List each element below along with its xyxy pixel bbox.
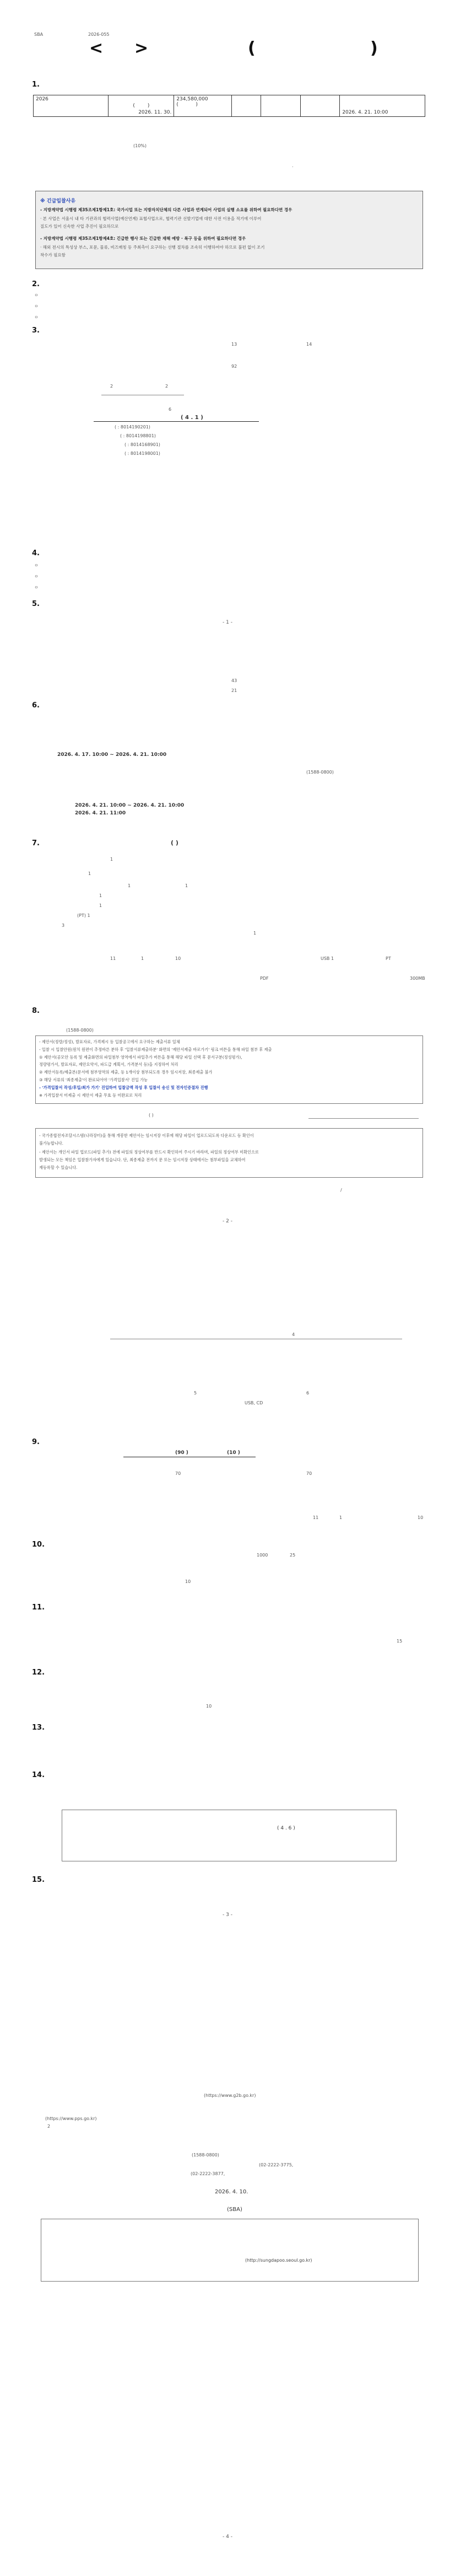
sec7-num-3: 1 xyxy=(128,883,131,888)
sec8b-num-6: 6 xyxy=(306,1391,310,1396)
overview-paren-open: ( xyxy=(133,103,135,109)
warning-line-5: 재등록할 수 있습니다. xyxy=(39,1165,78,1170)
section-15-number: 15. xyxy=(32,1876,45,1884)
sec3-num-4: 2 xyxy=(110,384,113,389)
contact-phone-2: (02-2222-3775, xyxy=(259,2162,294,2167)
submission-line-5: ② 제안서등록/제출본(문서에 첨부영역의 제출, 등 1개이상 첨부되도록 경우 임시저장, 최종제출 불가 xyxy=(39,1070,213,1075)
submission-line-4: 정량평가서, 발표자료, 제안요약서, 파도급 계획서, 가격분서 등)을 지정하여 처리 xyxy=(39,1062,178,1067)
dot-marker: . xyxy=(292,163,294,168)
sec6-num-2: 21 xyxy=(231,688,237,693)
sec8-slash: / xyxy=(340,1188,342,1193)
sec7-pdf: PDF xyxy=(260,976,269,981)
sec9-highlight-2: (10 ) xyxy=(227,1450,240,1456)
submission-line-1: - 제안서(정량/정성), 발표자료, 가격제시 등 입찰공고에서 요구하는 제출서류 일체 xyxy=(39,1039,180,1044)
warning-box xyxy=(35,1128,423,1178)
sec7-size: 300MB xyxy=(410,976,425,981)
sec7-num-2: 1 xyxy=(88,871,91,876)
sec7-pt: (PT) 1 xyxy=(77,913,90,918)
sec3-code-2: ( : 8014198801) xyxy=(120,433,156,438)
sec7-usb: USB 1 xyxy=(321,956,334,961)
overview-amount-paren-close: ) xyxy=(196,102,198,108)
contact-num-2: 2 xyxy=(47,2124,51,2129)
contact-box xyxy=(41,2219,419,2282)
section-4-number: 4. xyxy=(32,549,40,557)
sec6-phone: (1588-0800) xyxy=(306,770,334,775)
sec10-num-3: 10 xyxy=(185,1579,191,1584)
agency-label: SBA xyxy=(34,32,44,37)
section-12-number: 12. xyxy=(32,1668,45,1677)
submission-line-7: - '가격입찰서 작성/후입/최가 가기' 진입하여 입찰금액 작성 후 입찰서 송신 및 전자인증절차 진행 xyxy=(39,1085,208,1090)
overview-empty-cell-2 xyxy=(261,95,300,117)
sec8b-num-5: 5 xyxy=(194,1391,197,1396)
sec9-num-1: 70 xyxy=(175,1471,181,1476)
overview-start-date: 2026. 11. 30. xyxy=(138,110,172,115)
notice-line-6: 착수가 필요함 xyxy=(40,253,66,257)
section-14-box xyxy=(62,1810,397,1861)
sec3-code-3: ( : 8014168901) xyxy=(124,442,160,447)
submission-line-3: ① 제안서(공모안 등록 및 제출화면의 파일첨부 영역에서 파일추가 버튼을 통해 해당 파일 선택 후 문서구분(정성평가), xyxy=(39,1055,242,1060)
sec7-num-6: 1 xyxy=(99,903,102,908)
page-number-2: - 2 - xyxy=(223,1219,232,1224)
section-14-box-text: ( 4 . 6 ) xyxy=(277,1826,295,1831)
submission-line-2: - 입찰 시 입찰안원(원치 원편이 추정바른 분하 후 '입찰서류제출하분' 화면의 '제안서제출 바로가기' 링크 버튼을 통해 파일 첨부 후 제출 xyxy=(39,1047,272,1052)
sec2-bullets: ㅇ ㅇ ㅇ xyxy=(34,293,39,320)
overview-deadline-cell xyxy=(340,95,425,117)
sec7-num-5: 1 xyxy=(99,893,102,898)
sec10-num-2: 25 xyxy=(290,1553,296,1558)
contact-url[interactable]: (http://sungdapoo.seoul.go.kr) xyxy=(245,2258,312,2263)
sec7-num-4: 1 xyxy=(185,883,188,888)
overview-year: 2026 xyxy=(36,96,48,102)
section-7-number: 7. xyxy=(32,839,40,847)
sec3-code-title: ( 4 . 1 ) xyxy=(181,415,203,421)
sec6-num-1: 43 xyxy=(231,678,237,683)
section-3-number: 3. xyxy=(32,326,40,335)
title-paren-left: ( xyxy=(248,39,256,58)
overview-percent-note: (10%) xyxy=(133,143,147,148)
sec6-schedule-2: 2026. 4. 21. 10:00 ~ 2026. 4. 21. 10:00 xyxy=(75,803,185,808)
contact-phone-1: (1588-0800) xyxy=(192,2153,219,2158)
sec3-num-6: 6 xyxy=(169,407,172,412)
sec11-num: 15 xyxy=(397,1639,403,1644)
sec9-num-2: 70 xyxy=(306,1471,312,1476)
title-bracket-right: > xyxy=(134,39,149,58)
notice-date: 2026. 4. 10. xyxy=(215,2189,248,2195)
warning-line-2: 불가능합니다. xyxy=(39,1141,63,1146)
sec7-num-10: 1 xyxy=(141,956,144,961)
section-10-number: 10. xyxy=(32,1541,45,1549)
sec9-num-3: 11 xyxy=(313,1515,319,1520)
sec3-num-5: 2 xyxy=(165,384,169,389)
section-1-number: 1. xyxy=(32,80,40,89)
sec7-num-9: 11 xyxy=(110,956,116,961)
sec4-bullets: ㅇ ㅇ ㅇ xyxy=(34,563,39,590)
sec8-phone: (1588-0800) xyxy=(66,1028,94,1033)
section-5-number: 5. xyxy=(32,600,40,608)
page-number-4: - 4 - xyxy=(223,2534,232,2540)
warning-line-3: - 제안서는 개인서 파일 업로드(파일 추가) 전에 파일의 정상여부를 반드시 확인하여 주시기 바라며, 파일의 정상여부 미확인으로 xyxy=(39,1150,259,1155)
sec3-code-4: ( : 8014198001) xyxy=(124,451,160,456)
section-2-number: 2. xyxy=(32,280,40,288)
sec7-heading-paren: ( ) xyxy=(171,839,178,846)
title-bracket-left: < xyxy=(89,39,104,58)
submission-line-8: ※ 가격입찰서 미제출 시 제안서 제출 무효 등 미완료로 처리 xyxy=(39,1093,142,1098)
section-11-number: 11. xyxy=(32,1603,45,1612)
sec6-schedule-1: 2026. 4. 17. 10:00 ~ 2026. 4. 21. 10:00 xyxy=(57,752,167,758)
sec7-num-11: 10 xyxy=(175,956,181,961)
sec3-code-1: ( : 8014190201) xyxy=(115,425,150,430)
notice-title: ※ 긴급입찰사유 xyxy=(40,198,76,204)
sec9-num-5: 10 xyxy=(418,1515,424,1520)
overview-empty-cell-3 xyxy=(300,95,339,117)
notice-line-1: - 지방계약법 시행령 제35조제1항제1호: 국가시업 또는 지방자치단체의 다른 사업과 연계되어 사업의 실행 소요를 위하여 필요하다면 경우 xyxy=(40,207,292,212)
overview-amount: 234,580,000 xyxy=(176,96,208,102)
page-number-3: - 3 - xyxy=(223,1912,232,1918)
overview-empty-cell-1 xyxy=(231,95,261,117)
submission-line-6: ③ 해당 서류의 '최종제출'이 완료되어야 '가격입찰서' 진입 가능 xyxy=(39,1077,148,1082)
sec3-num-3: 92 xyxy=(231,364,237,369)
sec7-num-1: 1 xyxy=(110,857,113,862)
sec8-paren: ( ) xyxy=(149,1113,154,1118)
sec6-schedule-3: 2026. 4. 21. 11:00 xyxy=(75,811,126,816)
section-14-number: 14. xyxy=(32,1771,45,1779)
overview-period-cell xyxy=(109,95,174,117)
overview-amount-cell xyxy=(174,95,231,117)
sec3-num-1: 13 xyxy=(231,342,237,347)
sec7-pt2: PT xyxy=(386,956,391,961)
notice-line-5: · 해외 전시의 특성상 부스, 포문, 물류, 비즈매칭 등 주최측이 요구하는 선행 절차를 조속히 이행하여야 하므로 불편 없이 조기 xyxy=(40,245,265,250)
notice-line-4: - 지방계약법 시행령 제35조제1항제4호: 긴급한 행사 또는 긴급한 재해 예방 · 복구 등을 위하여 필요하다면 경우 xyxy=(40,236,246,241)
page-number-1: - 1 - xyxy=(223,620,232,625)
notice-line-2: · 본 사업은 서울시 내 타 기관과의 협력사업(예산연계) 표협사업으로, 협력기관 선발기업에 대한 사전 이용을 적기에 이루어 xyxy=(40,216,262,221)
sec3-code-underline xyxy=(94,421,259,422)
sec12-num: 10 xyxy=(206,1704,212,1709)
sec9-highlight-1: (90 ) xyxy=(175,1450,188,1456)
submission-guide-box xyxy=(35,1035,423,1104)
title-paren-right: ) xyxy=(370,39,378,58)
sec8b-usbcd: USB, CD xyxy=(245,1400,263,1405)
document-number: 2026-055 xyxy=(88,32,110,37)
overview-amount-paren-open: ( xyxy=(176,102,178,108)
overview-deadline: 2026. 4. 21. 10:00 xyxy=(342,110,388,115)
section-9-number: 9. xyxy=(32,1438,40,1446)
sec8-underline xyxy=(308,1118,419,1119)
sec8b-num: 4 xyxy=(292,1332,295,1337)
contact-phone-3: (02-2222-3877, xyxy=(191,2171,225,2176)
overview-table xyxy=(33,95,425,117)
sec7-num-7: 3 xyxy=(62,923,65,928)
sec10-num-1: 1000 xyxy=(257,1553,268,1558)
pps-link[interactable]: (https://www.pps.go.kr) xyxy=(45,2116,97,2121)
warning-line-1: - 국가종합전자조달시스템(나라장터)을 통해 개봉한 제안서는 임시저장 이후에 해당 파일이 업로드되도록 다운로드 등 확인이 xyxy=(39,1133,254,1138)
sec9-num-4: 1 xyxy=(339,1515,343,1520)
section-13-number: 13. xyxy=(32,1724,45,1732)
section-8-number: 8. xyxy=(32,1007,40,1015)
sec3-num-2: 14 xyxy=(306,342,312,347)
warning-line-4: 발생되는 모든 책임은 입찰참가자에게 있습니다. 단, 최종제출 전까지 문 또는 임시저장 상태에서는 첨부파일을 교체하여 xyxy=(39,1157,246,1162)
sec7-num-8: 1 xyxy=(253,931,257,936)
overview-paren-close: ) xyxy=(147,103,150,109)
overview-year-cell xyxy=(34,95,109,117)
notice-line-3: 질도가 있어 신속한 사업 추진이 필요하므로 xyxy=(40,224,119,229)
section-6-number: 6. xyxy=(32,701,40,710)
notice-agency: (SBA) xyxy=(227,2207,242,2213)
g2b-link[interactable]: (https://www.g2b.go.kr) xyxy=(204,2093,256,2098)
urgent-bid-notice-box xyxy=(35,191,423,269)
